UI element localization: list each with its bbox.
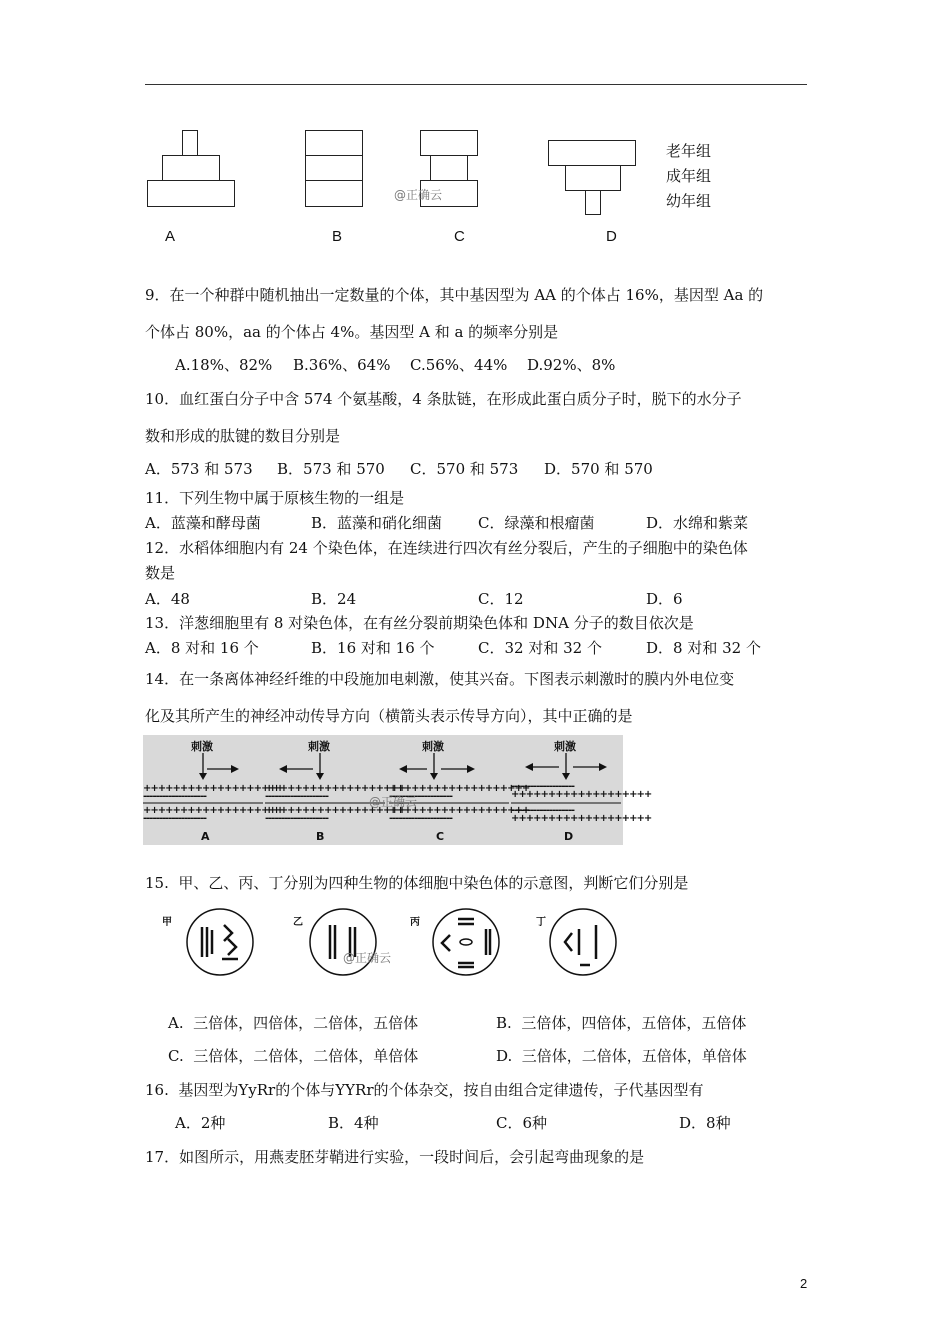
cell-label-bing: 丙 [410, 917, 420, 928]
q16-option-b: B．4种 [328, 1114, 379, 1132]
pyramid-c-old [420, 130, 478, 156]
q10-line-1: 10．血红蛋白分子中含 574 个氨基酸，4 条肽链，在形成此蛋白质分子时，脱下的水分子 [145, 390, 742, 408]
q16-option-d: D．8种 [679, 1114, 731, 1132]
q10-option-c: C．570 和 573 [410, 460, 519, 478]
nerve-panel-d [511, 753, 652, 824]
nerve-label-d: D [564, 830, 574, 843]
svg-text:+++++++++++++++++++: +++++++++++++++++++ [511, 813, 652, 824]
pyramid-d-young [585, 190, 601, 215]
cell-label-yi: 乙 [293, 917, 303, 928]
svg-text:+++++++++++++++++++: +++++++++++++++++++ [143, 805, 284, 816]
q9-option-a: A.18%、82% [175, 356, 273, 374]
q15-option-a: A. 三倍体，四倍体，二倍体，五倍体 [168, 1014, 419, 1032]
nerve-panel-b [265, 753, 406, 824]
pyramid-d-adult [565, 165, 621, 191]
svg-text:--------------------: -------------------- [511, 781, 575, 792]
cell-label-jia: 甲 [162, 917, 172, 928]
stim-label-d: 刺激 [554, 740, 576, 753]
watermark: @正确云 [369, 795, 418, 809]
nerve-impulse-figure [143, 735, 652, 845]
svg-text:--------------------: -------------------- [511, 805, 575, 816]
pyramid-label-a: A [165, 228, 176, 245]
svg-text:+++++++++++++++++++: +++++++++++++++++++ [265, 805, 406, 816]
nerve-panel-a [143, 753, 284, 824]
q10-line-2: 数和形成的肽键的数目分别是 [145, 427, 341, 445]
pyramid-b-adult [305, 155, 363, 181]
nerve-label-c: C [436, 830, 445, 843]
pyramid-c-adult [430, 155, 468, 181]
q17-line-1: 17．如图所示，用燕麦胚芽鞘进行实验，一段时间后，会引起弯曲现象的是 [145, 1148, 645, 1166]
q9-option-d: D.92%、8% [527, 356, 616, 374]
q12-option-d: D．6 [646, 590, 683, 608]
q10-option-d: D．570 和 570 [544, 460, 653, 478]
q16-option-a: A．2种 [175, 1114, 226, 1132]
q14-line-2: 化及其所产生的神经冲动传导方向（横箭头表示传导方向），其中正确的是 [145, 707, 633, 725]
q13-option-b: B．16 对和 16 个 [311, 639, 435, 657]
q12-line-2: 数是 [145, 564, 176, 582]
q11-line-1: 11．下列生物中属于原核生物的一组是 [145, 489, 405, 507]
q16-option-c: C．6种 [496, 1114, 548, 1132]
q11-option-d: D．水绵和紫菜 [646, 514, 749, 532]
chromosome-cells-diagram [160, 905, 630, 985]
svg-text:--------------------: -------------------- [389, 791, 453, 802]
q15-option-b: B. 三倍体，四倍体，五倍体，五倍体 [496, 1014, 747, 1032]
q14-line-1: 14．在一条离体神经纤维的中段施加电刺激，使其兴奋。下图表示刺激时的膜内外电位变 [145, 670, 735, 688]
q13-line-1: 13．洋葱细胞里有 8 对染色体，在有丝分裂前期染色体和 DNA 分子的数目依次是 [145, 614, 694, 632]
nerve-panel-c [389, 753, 530, 824]
q11-option-c: C．绿藻和根瘤菌 [478, 514, 595, 532]
page-number: 2 [800, 1276, 808, 1291]
svg-text:--------------------: -------------------- [389, 813, 453, 824]
pyramid-a-young [147, 180, 235, 207]
header-rule [145, 84, 807, 85]
svg-text:+++++++++++++++++++: +++++++++++++++++++ [389, 783, 530, 794]
watermark: @正确云 [343, 951, 392, 965]
pyramid-a-old [182, 130, 198, 156]
chromosome-cells-figure [160, 905, 630, 985]
age-group-old: 老年组 [666, 142, 712, 160]
pyramid-d-old [548, 140, 636, 166]
q10-option-b: B．573 和 570 [277, 460, 385, 478]
stim-label-a: 刺激 [191, 740, 213, 753]
stim-label-b: 刺激 [308, 740, 330, 753]
q15-option-d: D. 三倍体，二倍体，五倍体，单倍体 [496, 1047, 747, 1065]
svg-text:+++++++++++++++++++: +++++++++++++++++++ [265, 783, 406, 794]
svg-text:--------------------: -------------------- [265, 791, 329, 802]
q16-line-1: 16. 基因型为YyRr的个体与YYRr的个体杂交，按自由组合定律遗传，子代基因型有 [145, 1081, 704, 1099]
q13-option-c: C．32 对和 32 个 [478, 639, 602, 657]
q15-option-c: C. 三倍体，二倍体，二倍体，单倍体 [168, 1047, 419, 1065]
pyramid-label-c: C [454, 228, 465, 245]
q12-option-a: A．48 [145, 590, 190, 608]
q10-option-a: A．573 和 573 [145, 460, 253, 478]
pyramid-label-d: D [606, 228, 617, 245]
svg-text:--------------------: -------------------- [143, 791, 207, 802]
svg-text:+++++++++++++++++++: +++++++++++++++++++ [143, 783, 284, 794]
age-group-adult: 成年组 [666, 167, 712, 185]
cell-label-ding: 丁 [536, 917, 546, 928]
pyramid-a-adult [162, 155, 220, 181]
q12-option-c: C．12 [478, 590, 524, 608]
q9-option-c: C.56%、44% [410, 356, 508, 374]
svg-text:+++++++++++++++++++: +++++++++++++++++++ [389, 805, 530, 816]
svg-text:--------------------: -------------------- [265, 813, 329, 824]
q9-option-b: B.36%、64% [293, 356, 391, 374]
nerve-label-b: B [316, 830, 325, 843]
stim-label-c: 刺激 [422, 740, 444, 753]
nerve-impulse-diagram [143, 735, 652, 845]
age-group-young: 幼年组 [666, 192, 712, 210]
svg-text:--------------------: -------------------- [143, 813, 207, 824]
q11-option-b: B．蓝藻和硝化细菌 [311, 514, 443, 532]
q13-option-d: D．8 对和 32 个 [646, 639, 761, 657]
q11-option-a: A．蓝藻和酵母菌 [145, 514, 261, 532]
watermark: @正确云 [394, 188, 443, 202]
q13-option-a: A．8 对和 16 个 [145, 639, 259, 657]
q12-line-1: 12．水稻体细胞内有 24 个染色体，在连续进行四次有丝分裂后，产生的子细胞中的染色体 [145, 539, 748, 557]
q15-line-1: 15. 甲、乙、丙、丁分别为四种生物的体细胞中染色体的示意图，判断它们分别是 [145, 874, 689, 892]
pyramid-b-old [305, 130, 363, 156]
svg-text:+++++++++++++++++++: +++++++++++++++++++ [511, 789, 652, 800]
pyramid-label-b: B [332, 228, 343, 245]
q9-line-2: 个体占 80%，aa 的个体占 4%。基因型 A 和 a 的频率分别是 [145, 323, 559, 341]
q9-line-1: 9．在一个种群中随机抽出一定数量的个体，其中基因型为 AA 的个体占 16%，基因型 Aa 的 [145, 286, 764, 304]
nerve-label-a: A [201, 830, 210, 843]
pyramid-b-young [305, 180, 363, 207]
q12-option-b: B．24 [311, 590, 357, 608]
